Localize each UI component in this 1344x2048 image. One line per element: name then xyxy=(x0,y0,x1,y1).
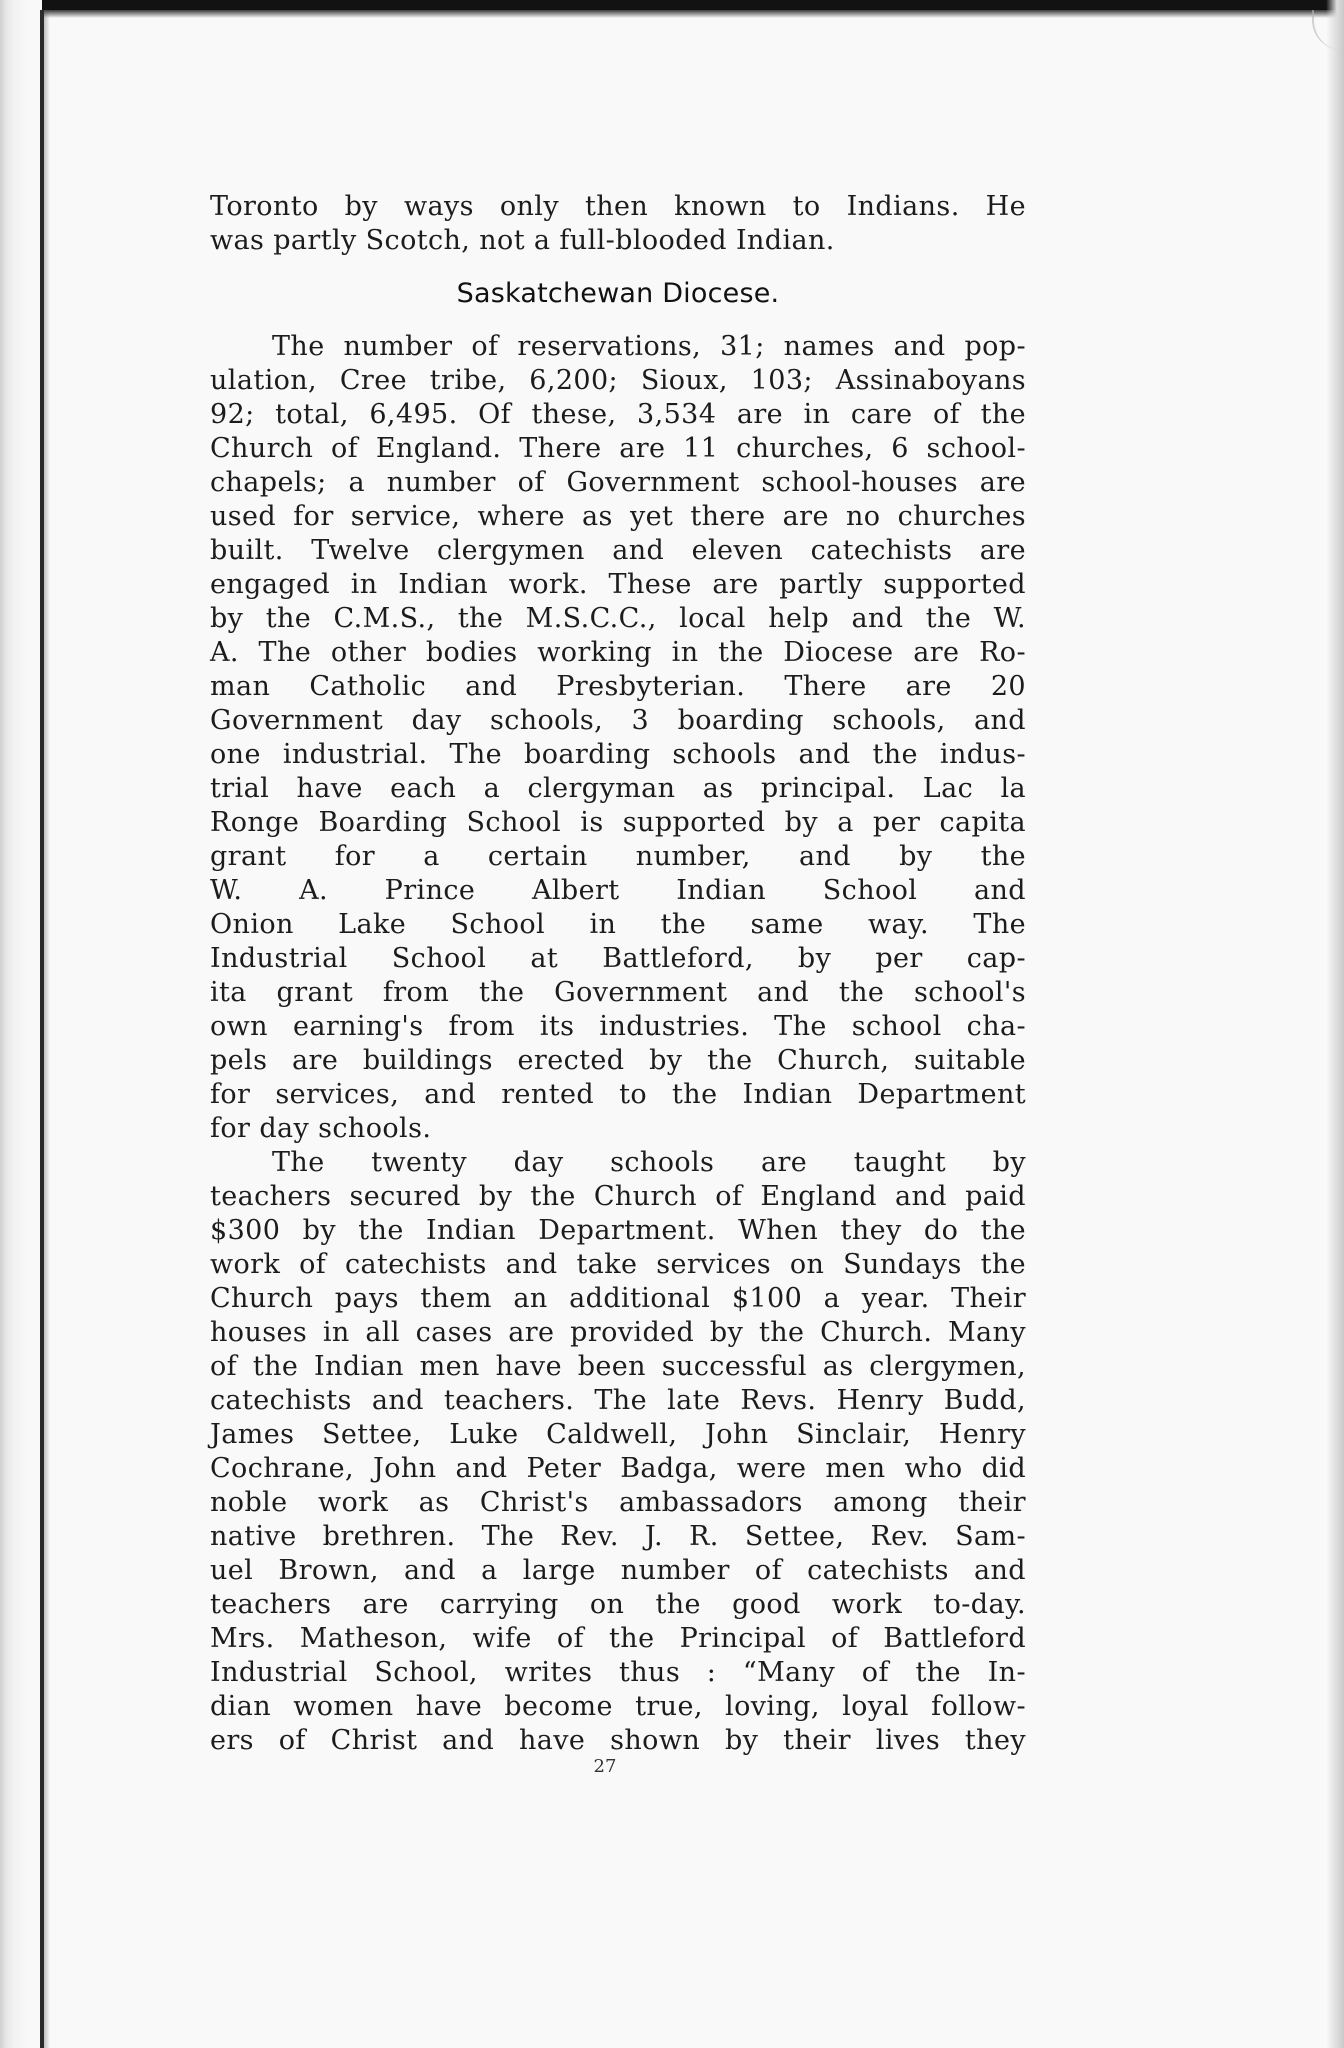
paragraph-reservations xyxy=(210,330,1026,1146)
text-line: W. A. Prince Albert Indian School and xyxy=(210,875,1026,906)
text-line: Cochrane, John and Peter Badga, were men who did xyxy=(210,1453,1026,1484)
scan-right-edge xyxy=(1326,0,1344,2048)
text-line: dian women have become true, loving, loyal follow- xyxy=(210,1691,1026,1722)
scan-top-shadow xyxy=(0,10,1344,18)
opening-lines xyxy=(210,190,1026,258)
text-line: noble work as Christ's ambassadors among their xyxy=(210,1487,1026,1518)
text-line: chapels; a number of Government school-houses are xyxy=(210,467,1026,498)
text-line: The twenty day schools are taught by xyxy=(272,1147,1026,1178)
text-line: Church of England. There are 11 churches, 6 school- xyxy=(210,433,1026,464)
section-heading: Saskatchewan Diocese. xyxy=(456,278,780,309)
text-line: ulation, Cree tribe, 6,200; Sioux, 103; Assinaboyans xyxy=(210,365,1026,396)
text-line: one industrial. The boarding schools and the indus- xyxy=(210,739,1026,770)
text-line: A. The other bodies working in the Diocese are Ro- xyxy=(210,637,1026,668)
text-line: The number of reservations, 31; names and pop- xyxy=(272,331,1026,362)
text-line: ers of Christ and have shown by their lives they xyxy=(210,1725,1026,1756)
text-line: teachers secured by the Church of England and paid xyxy=(210,1181,1026,1212)
text-line: Government day schools, 3 boarding schools, and xyxy=(210,705,1026,736)
text-line: used for service, where as yet there are no churches xyxy=(210,501,1026,532)
text-line: 92; total, 6,495. Of these, 3,534 are in care of the xyxy=(210,399,1026,430)
text-line: man Catholic and Presbyterian. There are 20 xyxy=(210,671,1026,702)
text-line: Ronge Boarding School is supported by a per capita xyxy=(210,807,1026,838)
text-line: Church pays them an additional $100 a year. Their xyxy=(210,1283,1026,1314)
text-line: own earning's from its industries. The school cha- xyxy=(210,1011,1026,1042)
text-line: teachers are carrying on the good work to-day. xyxy=(210,1589,1026,1620)
text-line: native brethren. The Rev. J. R. Settee, Rev. Sam- xyxy=(210,1521,1026,1552)
text-line: Toronto by ways only then known to Indians. He xyxy=(210,191,1026,222)
text-line: of the Indian men have been successful as clergymen, xyxy=(210,1351,1026,1382)
text-line: Industrial School at Battleford, by per cap- xyxy=(210,943,1026,974)
text-line: for services, and rented to the Indian Department xyxy=(210,1079,1026,1110)
text-line: was partly Scotch, not a full-blooded Indian. xyxy=(210,225,835,256)
text-line: Mrs. Matheson, wife of the Principal of Battleford xyxy=(210,1623,1026,1654)
scan-top-edge xyxy=(0,0,1344,10)
binding-edge-shadow xyxy=(44,10,50,2048)
text-line: $300 by the Indian Department. When they do the xyxy=(210,1215,1026,1246)
text-line: Industrial School, writes thus : “Many of the In- xyxy=(210,1657,1026,1688)
page-number: 27 xyxy=(593,1756,617,1777)
text-line: catechists and teachers. The late Revs. Henry Budd, xyxy=(210,1385,1026,1416)
text-line: for day schools. xyxy=(210,1113,432,1144)
text-line: trial have each a clergyman as principal. Lac la xyxy=(210,773,1026,804)
text-line: by the C.M.S., the M.S.C.C., local help and the W. xyxy=(210,603,1026,634)
text-line: Onion Lake School in the same way. The xyxy=(210,909,1026,940)
text-line: built. Twelve clergymen and eleven catechists are xyxy=(210,535,1026,566)
paragraph-day-schools xyxy=(210,1146,1026,1758)
page-text-block xyxy=(210,190,1026,1758)
scan-left-margin xyxy=(0,0,42,2048)
text-line: uel Brown, and a large number of catechists and xyxy=(210,1555,1026,1586)
text-line: James Settee, Luke Caldwell, John Sinclair, Henry xyxy=(210,1419,1026,1450)
text-line: pels are buildings erected by the Church, suitable xyxy=(210,1045,1026,1076)
text-line: grant for a certain number, and by the xyxy=(210,841,1026,872)
text-line: engaged in Indian work. These are partly supported xyxy=(210,569,1026,600)
text-line: work of catechists and take services on Sundays the xyxy=(210,1249,1026,1280)
text-line: houses in all cases are provided by the Church. Many xyxy=(210,1317,1026,1348)
text-line: ita grant from the Government and the school's xyxy=(210,977,1026,1008)
